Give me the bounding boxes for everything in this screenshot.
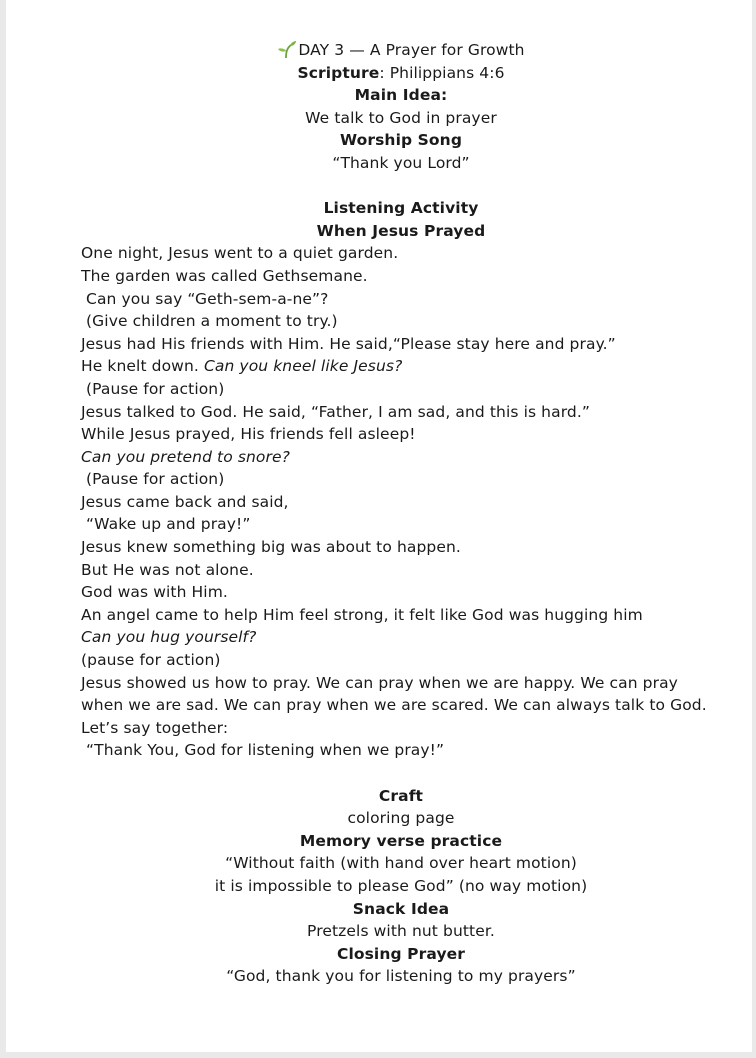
scripture-label: Scripture [297, 63, 380, 82]
story-line: Jesus came back and said, [81, 492, 289, 511]
story-line: Let’s say together: [81, 718, 229, 737]
document-page [6, 0, 752, 1052]
story-line: God was with Him. [81, 583, 228, 602]
memory-verse-label: Memory verse practice [299, 831, 503, 850]
story-line: Jesus showed us how to pray. We can pray when we are happy. We can pray [81, 673, 678, 692]
craft-text: coloring page [347, 809, 455, 828]
story-line: One night, Jesus went to a quiet garden. [81, 244, 399, 263]
story-line: “Wake up and pray!” [81, 515, 251, 534]
story-line: Can you say “Geth-sem-a-ne”? [81, 289, 329, 308]
story-title: When Jesus Prayed [316, 221, 486, 240]
story-line [81, 355, 721, 378]
day-title: DAY 3 — A Prayer for Growth [298, 41, 525, 59]
story-line: (pause for action) [81, 651, 221, 670]
scripture-reference: : Philippians 4:6 [379, 63, 505, 82]
story-text: He knelt down. [81, 357, 204, 376]
closing-prayer-label: Closing Prayer [336, 944, 466, 963]
story-prompt: Can you pretend to snore? [81, 447, 290, 466]
seedling-icon [277, 40, 297, 58]
story-line: (Pause for action) [81, 379, 225, 398]
story-line: The garden was called Gethsemane. [81, 266, 368, 285]
story-line: Jesus knew something big was about to happen. [81, 538, 461, 557]
main-idea-label: Main Idea: [354, 86, 448, 105]
spacer [81, 762, 721, 785]
memory-verse-line: it is impossible to please God” (no way motion) [214, 876, 588, 895]
story-prompt: Can you kneel like Jesus? [203, 357, 403, 376]
snack-idea-text: Pretzels with nut butter. [307, 922, 495, 941]
snack-idea-label: Snack Idea [352, 899, 450, 918]
listening-activity-heading: Listening Activity [323, 199, 479, 218]
story-line: “Thank You, God for listening when we pray!” [81, 741, 445, 760]
spacer [81, 175, 721, 198]
story-prompt: Can you hug yourself? [81, 628, 257, 647]
story-line: An angel came to help Him feel strong, it felt like God was hugging him [81, 605, 643, 624]
story-line: (Give children a moment to try.) [81, 312, 338, 331]
story-line: Jesus had His friends with Him. He said,“Please stay here and pray.” [81, 334, 616, 353]
main-idea-text: We talk to God in prayer [305, 108, 497, 127]
story-line: (Pause for action) [81, 470, 225, 489]
day-title-line [81, 39, 721, 62]
lesson-content [81, 39, 721, 988]
memory-verse-line: “Without faith (with hand over heart motion) [225, 854, 577, 873]
closing-prayer-text: “God, thank you for listening to my prayers” [226, 967, 576, 986]
worship-song-label: Worship Song [339, 131, 463, 150]
story-line: But He was not alone. [81, 560, 254, 579]
story-line: Jesus talked to God. He said, “Father, I am sad, and this is hard.” [81, 402, 591, 421]
craft-label: Craft [378, 786, 424, 805]
scripture-line [81, 62, 721, 85]
worship-song-title: “Thank you Lord” [332, 153, 470, 172]
story-line: While Jesus prayed, His friends fell asleep! [81, 425, 416, 444]
story-line: when we are sad. We can pray when we are scared. We can always talk to God. [81, 696, 707, 715]
